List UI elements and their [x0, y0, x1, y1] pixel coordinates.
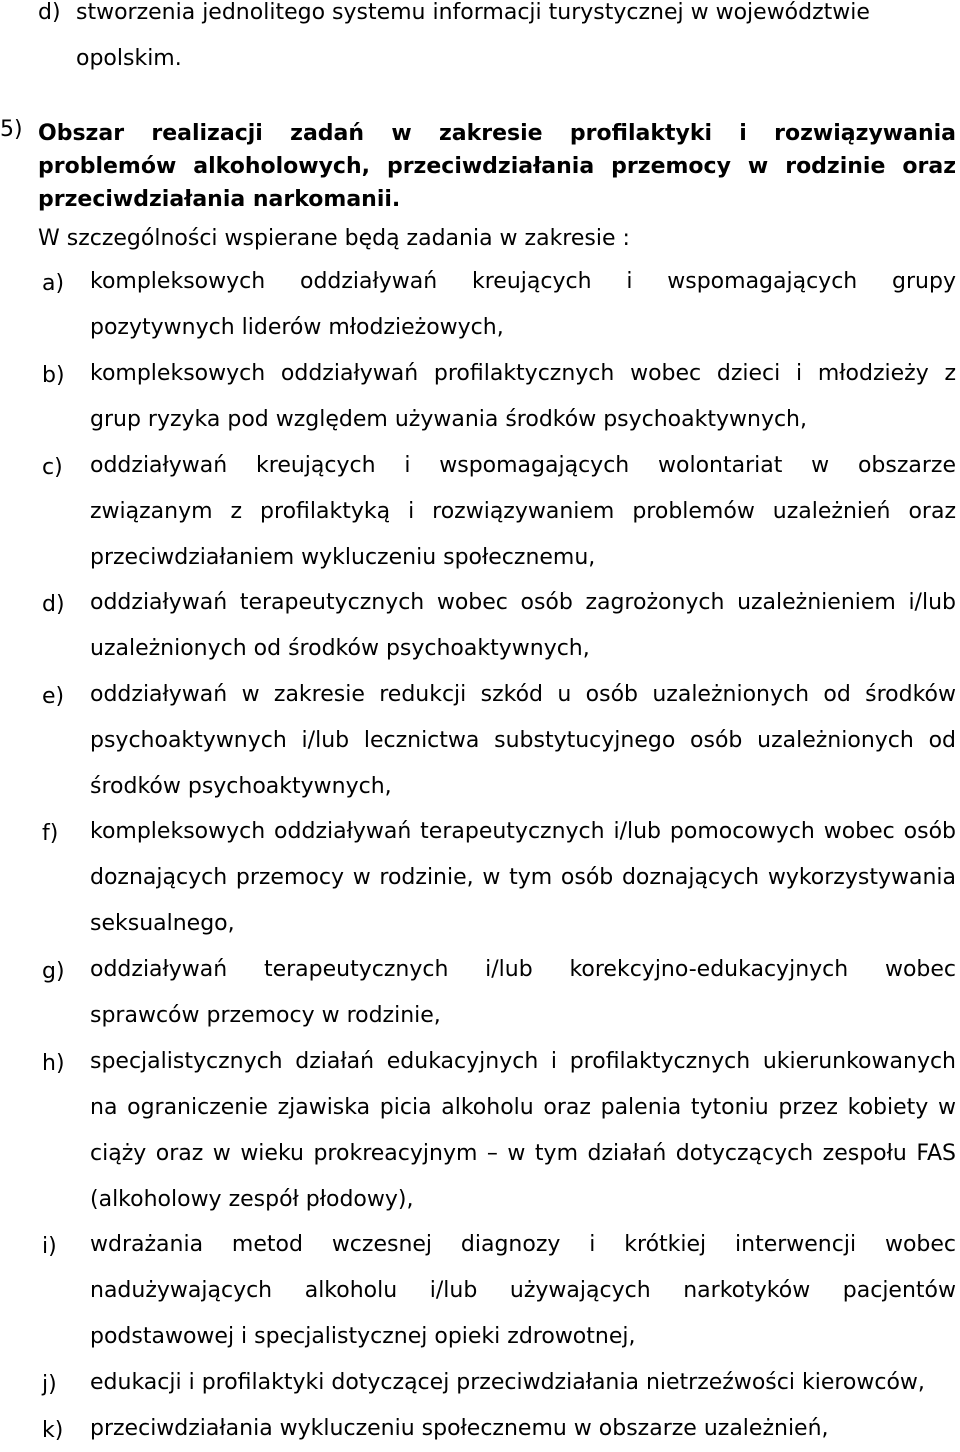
list-item-text — [90, 1406, 956, 1452]
list-item-text — [90, 443, 956, 581]
list-item-text-line: specjalistycznych działań edukacyjnych i profilaktycznych ukierunkowanych — [90, 1049, 956, 1074]
section-heading-line: problemów alkoholowych, przeciwdziałania przemocy w rodzinie oraz — [38, 154, 956, 179]
list-item-text-line: ciąży oraz w wieku prokreacyjnym – w tym działań dotyczących zespołu FAS — [90, 1141, 956, 1166]
list-item-text — [90, 672, 956, 810]
list-letter: a) — [42, 271, 65, 296]
list-letter: d) — [42, 592, 65, 617]
list-letter: h) — [42, 1051, 65, 1076]
section-heading-line: przeciwdziałania narkomanii. — [38, 187, 401, 212]
list-letter: g) — [42, 959, 65, 984]
list-item-text-line: opolskim. — [76, 46, 182, 71]
list-item-text-line: oddziaływań kreujących i wspomagających wolontariat w obszarze — [90, 453, 956, 478]
list-item-text-line: nadużywających alkoholu i/lub używających narkotyków pacjentów — [90, 1278, 956, 1303]
list-marker: d) — [38, 0, 61, 25]
list-item-text-line: oddziaływań terapeutycznych wobec osób zagrożonych uzależnieniem i/lub — [90, 590, 956, 615]
list-item-text-line: pozytywnych liderów młodzieżowych, — [90, 315, 504, 340]
list-item-text-line: (alkoholowy zespół płodowy), — [90, 1187, 414, 1212]
list-letter: b) — [42, 363, 65, 388]
list-letter: f) — [42, 821, 59, 846]
list-item-text-line: oddziaływań w zakresie redukcji szkód u osób uzależnionych od środków — [90, 682, 956, 707]
section-number: 5) — [0, 117, 23, 142]
section-heading-line: Obszar realizacji zadań w zakresie profilaktyki i rozwiązywania — [38, 121, 956, 146]
list-item-text-line: podstawowej i specjalistycznej opieki zdrowotnej, — [90, 1324, 636, 1349]
list-item-text — [90, 809, 956, 947]
list-item-text — [90, 947, 956, 1039]
list-item-text — [90, 580, 956, 672]
list-letter: j) — [42, 1372, 57, 1397]
list-item-text-line: doznających przemocy w rodzinie, w tym osób doznających wykorzystywania — [90, 865, 956, 890]
section-heading — [38, 117, 956, 216]
list-item-text — [90, 351, 956, 443]
list-item-text — [90, 1039, 956, 1223]
list-letter: c) — [42, 455, 63, 480]
list-item-text — [90, 259, 956, 351]
list-item-text-line: seksualnego, — [90, 911, 235, 936]
list-letter: k) — [42, 1418, 64, 1443]
list-item-text-line: przeciwdziałania wykluczeniu społecznemu w obszarze uzależnień, — [90, 1416, 829, 1441]
list-item-text-line: sprawców przemocy w rodzinie, — [90, 1003, 441, 1028]
section-intro: W szczególności wspierane będą zadania w zakresie : — [38, 226, 630, 251]
list-item-text-line: przeciwdziałaniem wykluczeniu społecznemu, — [90, 545, 596, 570]
list-item-text-line: grup ryzyka pod względem używania środków psychoaktywnych, — [90, 407, 807, 432]
list-item-text-line: wdrażania metod wczesnej diagnozy i krótkiej interwencji wobec — [90, 1232, 956, 1257]
list-item-text-line: na ograniczenie zjawiska picia alkoholu oraz palenia tytoniu przez kobiety w — [90, 1095, 956, 1120]
list-item-text-line: kompleksowych oddziaływań kreujących i wspomagających grupy — [90, 269, 956, 294]
list-item-text-line: środków psychoaktywnych, — [90, 774, 392, 799]
list-item-text-line: kompleksowych oddziaływań profilaktycznych wobec dzieci i młodzieży z — [90, 361, 956, 386]
list-item-text-line: stworzenia jednolitego systemu informacji turystycznej w województwie — [76, 0, 870, 25]
list-item-text — [90, 1360, 956, 1406]
list-item-text-line: edukacji i profilaktyki dotyczącej przeciwdziałania nietrzeźwości kierowców, — [90, 1370, 925, 1395]
list-letter: i) — [42, 1234, 57, 1259]
list-item-text-line: uzależnionych od środków psychoaktywnych, — [90, 636, 590, 661]
list-item-text — [90, 1222, 956, 1360]
list-item-text-line: oddziaływań terapeutycznych i/lub korekcyjno-edukacyjnych wobec — [90, 957, 956, 982]
list-item-text-line: psychoaktywnych i/lub lecznictwa substytucyjnego osób uzależnionych od — [90, 728, 956, 753]
list-item-text-line: kompleksowych oddziaływań terapeutycznych i/lub pomocowych wobec osób — [90, 819, 956, 844]
list-item-text-line: związanym z profilaktyką i rozwiązywaniem problemów uzależnień oraz — [90, 499, 956, 524]
list-letter: e) — [42, 684, 65, 709]
